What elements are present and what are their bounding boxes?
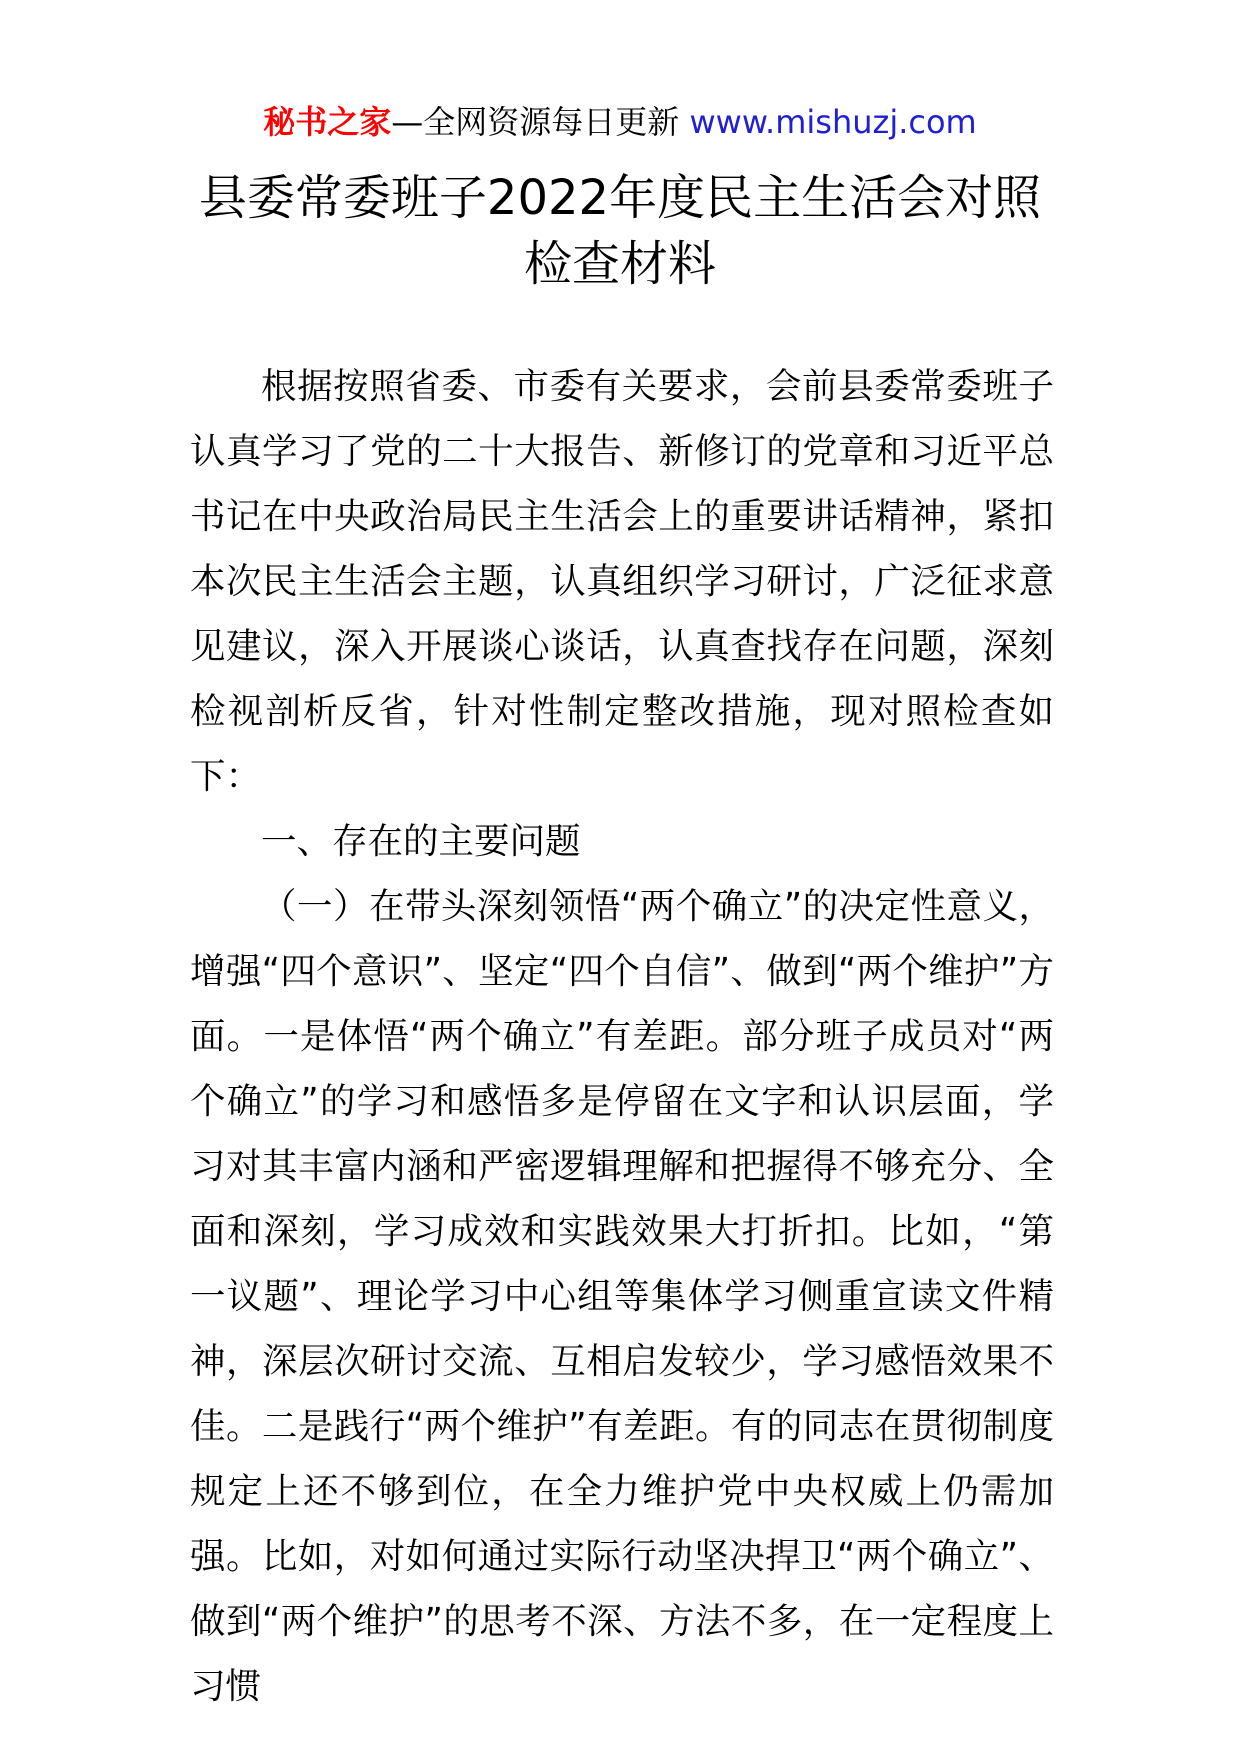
title-line-2: 检查材料 (523, 236, 716, 292)
title-line-1: 县委常委班子2022年度民主生活会对照 (198, 170, 1042, 226)
document-title (0, 165, 1240, 297)
header-site-link[interactable]: www.mishuzj.com (689, 103, 977, 141)
header-brand: 秘书之家 (263, 103, 392, 141)
item-paragraph-1: （一）在带头深刻领悟“两个确立”的决定性意义，增强“四个意识”、坚定“四个自信”、做到“两个维护”方面。一是体悟“两个确立”有差距。部分班子成员对“两个确立”的学习和感悟多是停留在文字和认识层面，学习对其丰富内涵和严密逻辑理解和把握得不够充分、全面和深刻，学习成效和实践效果大打折扣。比如，“第一议题”、理论学习中心组等集体学习侧重宣读文件精神，深层次研讨交流、互相启发较少，学习感悟效果不佳。二是践行“两个维护”有差距。有的同志在贯彻制度规定上还不够到位，在全力维护党中央权威上仍需加强。比如，对如何通过实际行动坚决捍卫“两个确立”、做到“两个维护”的思考不深、方法不多，在一定程度上习惯 (190, 886, 1054, 1707)
header-slogan: —全网资源每日更新 (391, 103, 680, 141)
document-body (190, 354, 1054, 1719)
intro-paragraph: 根据按照省委、市委有关要求，会前县委常委班子认真学习了党的二十大报告、新修订的党章和习近平总书记在中央政治局民主生活会上的重要讲话精神，紧扣本次民主生活会主题，认真组织学习研讨，广泛征求意见建议，深入开展谈心谈话，认真查找存在问题，深刻检视剖析反省，针对性制定整改措施，现对照检查如下： (190, 366, 1054, 797)
section-heading-1: 一、存在的主要问题 (261, 821, 581, 862)
page-header (0, 100, 1240, 144)
